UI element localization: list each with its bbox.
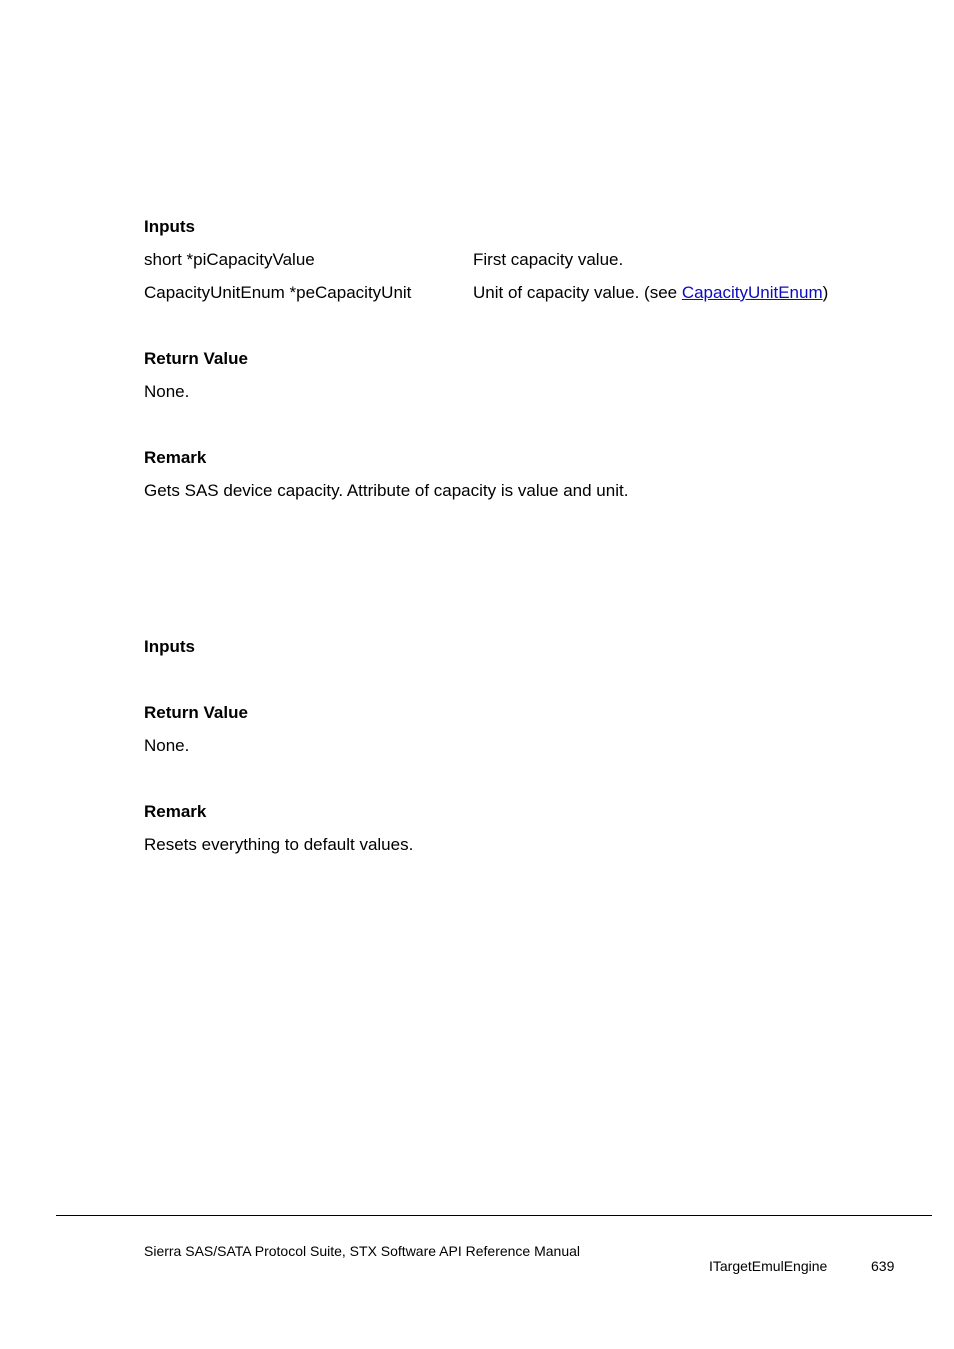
capacity-unit-enum-link[interactable]: CapacityUnitEnum — [681, 283, 823, 302]
param-name: short *piCapacityValue — [144, 250, 315, 269]
remark-text: Gets SAS device capacity. Attribute of capacity is value and unit. — [144, 481, 629, 500]
param-description-suffix: ) — [822, 283, 829, 302]
footer-page-number: 639 — [871, 1258, 895, 1274]
remark-heading: Remark — [144, 802, 207, 821]
remark-heading: Remark — [144, 448, 207, 467]
param-description — [473, 283, 828, 303]
return-value-heading: Return Value — [144, 703, 248, 722]
inputs-heading: Inputs — [144, 217, 195, 236]
param-name: CapacityUnitEnum *peCapacityUnit — [144, 283, 412, 302]
param-description-prefix: Unit of capacity value. (see — [473, 283, 682, 302]
return-value-text: None. — [144, 736, 190, 755]
footer-section-name: ITargetEmulEngine — [709, 1258, 828, 1274]
footer-manual-title: Sierra SAS/SATA Protocol Suite, STX Software API Reference Manual — [144, 1243, 581, 1259]
footer-divider — [56, 1215, 932, 1216]
remark-text: Resets everything to default values. — [144, 835, 414, 854]
param-description: First capacity value. — [473, 250, 624, 269]
return-value-text: None. — [144, 382, 190, 401]
return-value-heading: Return Value — [144, 349, 248, 368]
inputs-heading: Inputs — [144, 637, 195, 656]
